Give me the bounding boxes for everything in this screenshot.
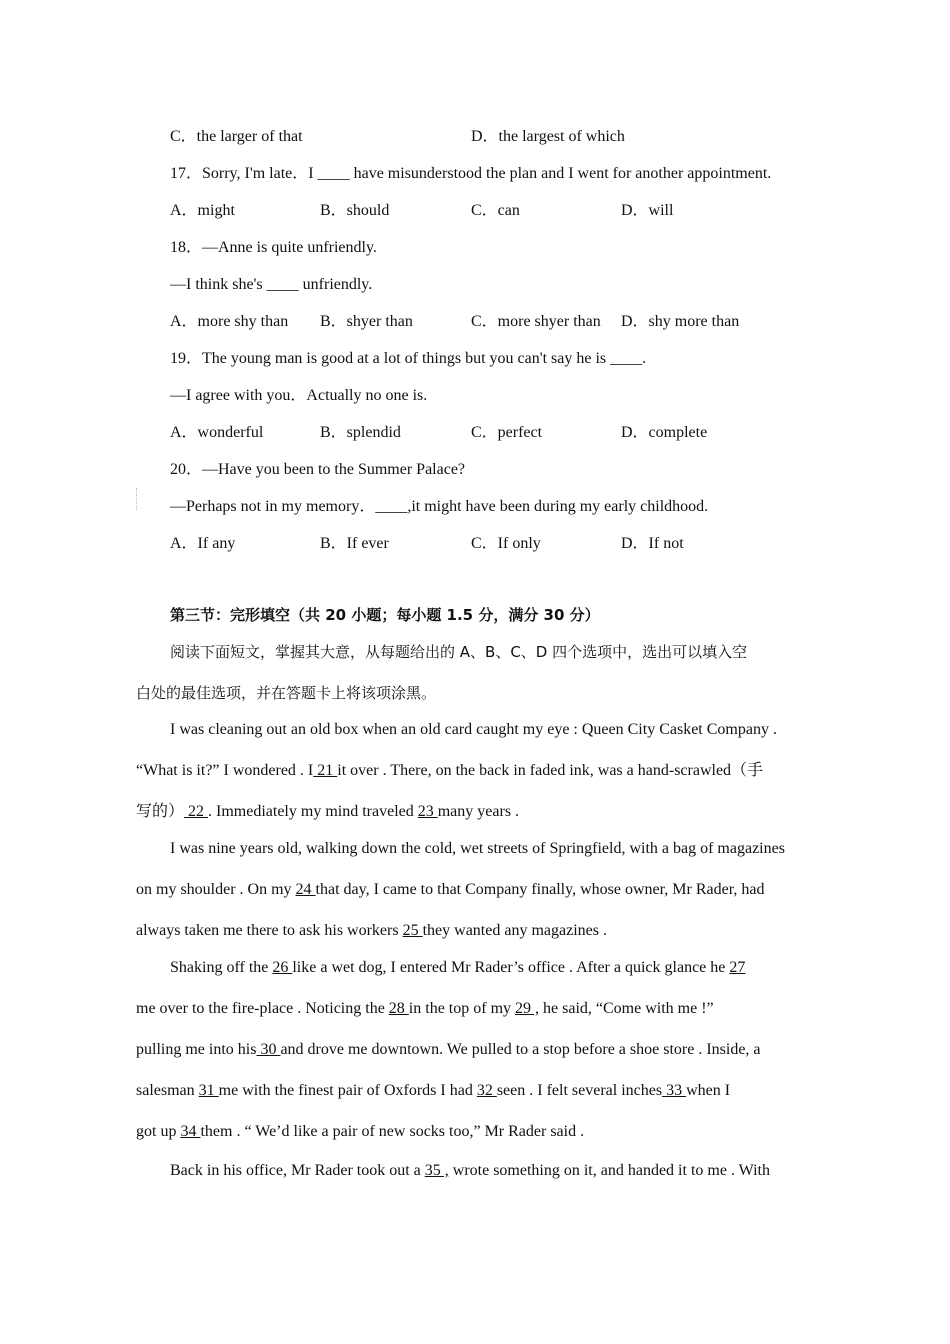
- blank-29: 29 ,: [515, 1000, 540, 1017]
- q20-stem: 20．—Have you been to the Summer Palace?: [170, 461, 466, 478]
- q19-reply: —I agree with you．Actually no one is.: [170, 387, 428, 404]
- blank-32: 32: [476, 1082, 497, 1099]
- q18-option-b: B．shyer than: [320, 313, 413, 330]
- section-instruction-line2: 白处的最佳选项，并在答题卡上将该项涂黑。: [136, 684, 437, 702]
- q18-option-a: A．more shy than: [170, 313, 289, 330]
- margin-mark: [136, 488, 139, 510]
- q17-stem: 17．Sorry, I'm late．I ____ have misunderstood the plan and I went for another appointment.: [170, 165, 772, 182]
- q18-reply: —I think she's ____ unfriendly.: [170, 276, 373, 293]
- passage-p1-line1: I was cleaning out an old box when an old card caught my eye : Queen City Casket Company .: [170, 721, 777, 738]
- q17-option-b: B．should: [320, 202, 390, 219]
- q18-stem: 18．—Anne is quite unfriendly.: [170, 239, 377, 256]
- q20-option-b: B．If ever: [320, 535, 389, 552]
- blank-33: 33: [662, 1082, 687, 1099]
- q19-option-b: B．splendid: [320, 424, 401, 441]
- blank-23: 23: [417, 803, 438, 820]
- blank-21: 21: [313, 762, 338, 779]
- q20-reply: —Perhaps not in my memory．____,it might have been during my early childhood.: [170, 498, 709, 515]
- q19-option-d: D．complete: [621, 424, 708, 441]
- q20-option-c: C．If only: [471, 535, 541, 552]
- q16-option-c: C．the larger of that: [170, 128, 303, 145]
- q19-option-a: A．wonderful: [170, 424, 264, 441]
- passage-p3-line2: me over to the fire-place . Noticing the 28 in the top of my 29 , he said, “Come with me !”: [136, 1000, 714, 1017]
- passage-p1-line2: “What is it?” I wondered . I 21 it over . There, on the back in faded ink, was a hand-scrawled（手: [136, 762, 764, 779]
- passage-p1-line3: 写的） 22 . Immediately my mind traveled 23 many years .: [136, 803, 520, 820]
- blank-26: 26: [272, 959, 293, 976]
- blank-30: 30: [256, 1041, 281, 1058]
- passage-p3-line5: got up 34 them . “ We’d like a pair of new socks too,” Mr Rader said .: [136, 1123, 585, 1140]
- blank-35: 35 ,: [424, 1162, 449, 1179]
- passage-p2-line3: always taken me there to ask his workers 25 they wanted any magazines .: [136, 922, 607, 939]
- section-heading: 第三节：完形填空（共 20 小题；每小题 1.5 分，满分 30 分）: [170, 606, 600, 624]
- q17-option-c: C．can: [471, 202, 520, 219]
- blank-27: 27: [729, 959, 746, 976]
- q20-option-a: A．If any: [170, 535, 236, 552]
- blank-25: 25: [402, 922, 423, 939]
- blank-24: 24: [295, 881, 316, 898]
- blank-22: 22: [184, 803, 209, 820]
- section-instruction-line1: 阅读下面短文，掌握其大意，从每题给出的 A、B、C、D 四个选项中，选出可以填入空: [170, 643, 748, 661]
- passage-p3-line4: salesman 31 me with the finest pair of Oxfords I had 32 seen . I felt several inches 33 when I: [136, 1082, 731, 1099]
- passage-p4-line1: Back in his office, Mr Rader took out a 35 , wrote something on it, and handed it to me . With: [170, 1162, 770, 1179]
- blank-34: 34: [180, 1123, 201, 1140]
- q19-option-c: C．perfect: [471, 424, 543, 441]
- q18-option-d: D．shy more than: [621, 313, 740, 330]
- passage-p3-line3: pulling me into his 30 and drove me downtown. We pulled to a stop before a shoe store . Inside, a: [136, 1041, 761, 1058]
- q17-option-d: D．will: [621, 202, 674, 219]
- passage-p2-line1: I was nine years old, walking down the cold, wet streets of Springfield, with a bag of magazines: [170, 840, 785, 857]
- q16-option-d: D．the largest of which: [471, 128, 625, 145]
- q20-option-d: D．If not: [621, 535, 684, 552]
- q18-option-c: C．more shyer than: [471, 313, 601, 330]
- blank-28: 28: [388, 1000, 409, 1017]
- passage-p3-line1: Shaking off the 26 like a wet dog, I entered Mr Rader’s office . After a quick glance he 27: [170, 959, 746, 976]
- q19-stem: 19．The young man is good at a lot of things but you can't say he is ____.: [170, 350, 647, 367]
- q17-option-a: A．might: [170, 202, 235, 219]
- passage-p2-line2: on my shoulder . On my 24 that day, I came to that Company finally, whose owner, Mr Rader, had: [136, 881, 765, 898]
- blank-31: 31: [198, 1082, 219, 1099]
